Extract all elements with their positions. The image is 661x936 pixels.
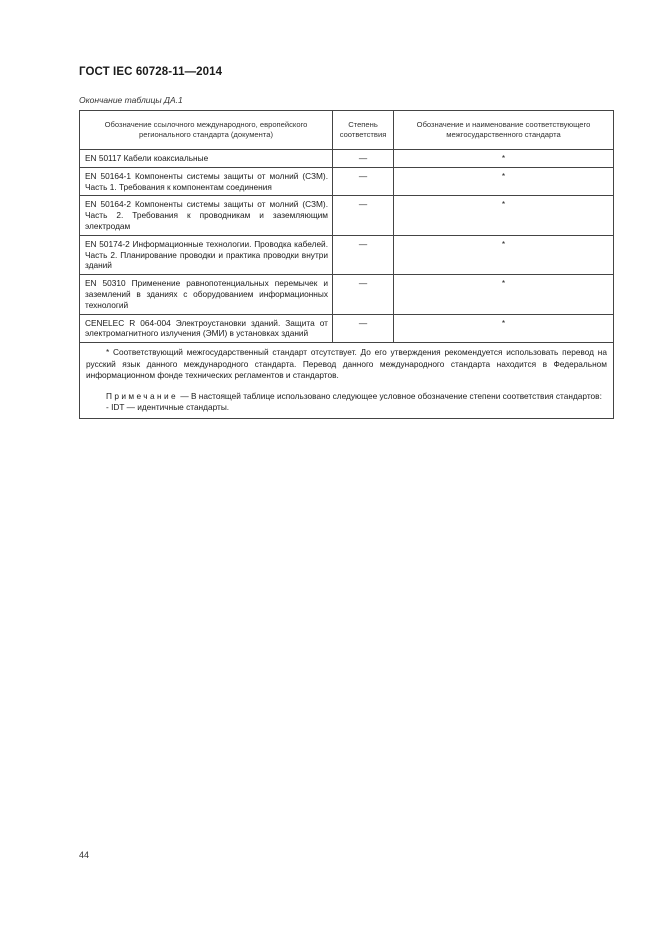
table-row — [80, 235, 614, 274]
table-row — [80, 314, 614, 343]
table-row — [80, 275, 614, 314]
table-header-row — [80, 111, 614, 150]
table-row — [80, 150, 614, 168]
note-paragraph — [86, 391, 607, 403]
table-footnote-row — [80, 343, 614, 419]
column-header-degree: Степень соответствия — [333, 111, 394, 150]
degree-cell: — — [333, 167, 394, 196]
interstate-standard-cell: * — [394, 314, 614, 343]
interstate-standard-cell: * — [394, 275, 614, 314]
reference-standard-cell: EN 50164-1 Компоненты системы защиты от молний (СЗМ). Часть 1. Требования к компонентам соединения — [80, 167, 333, 196]
interstate-standard-cell: * — [394, 150, 614, 168]
interstate-standard-cell: * — [394, 167, 614, 196]
degree-cell: — — [333, 275, 394, 314]
document-header: ГОСТ IEC 60728-11—2014 — [79, 66, 223, 78]
note-text: — В настоящей таблице использовано следующее условное обозначение степени соответствия стандартов: — [178, 390, 602, 401]
degree-cell: — — [333, 150, 394, 168]
table-caption: Окончание таблицы ДА.1 — [79, 95, 183, 105]
note-list-item: - IDT — идентичные стандарты. — [106, 402, 230, 413]
interstate-standard-cell: * — [394, 196, 614, 235]
interstate-standard-cell: * — [394, 235, 614, 274]
reference-standard-cell: EN 50174-2 Информационные технологии. Проводка кабелей. Часть 2. Планирование проводки и практика проводки внутри зданий — [80, 235, 333, 274]
reference-standard-cell: EN 50310 Применение равнопотенциальных перемычек и заземлений в зданиях с оборудованием информационных технологий — [80, 275, 333, 314]
degree-cell: — — [333, 235, 394, 274]
reference-standard-cell: CENELEC R 064-004 Электроустановки зданий. Защита от электромагнитного излучения (ЭМИ) в установках зданий — [80, 314, 333, 343]
page-number: 44 — [79, 850, 90, 860]
table-row — [80, 196, 614, 235]
degree-cell: — — [333, 196, 394, 235]
reference-standard-cell: EN 50164-2 Компоненты системы защиты от молний (СЗМ). Часть 2. Требования к проводникам и заземляющим электродам — [80, 196, 333, 235]
column-header-reference-standard: Обозначение ссылочного международного, европейского регионального стандарта (документа) — [80, 111, 333, 150]
footnote-text: * Соответствующий межгосударственный стандарт отсутствует. До его утверждения рекомендуется использовать перевод на русский язык данного международного стандарта. Перевод данного международного стандарта находится в Федеральном информационном фонде технических регламентов и стандартов. — [86, 347, 607, 381]
standards-table — [79, 110, 614, 419]
table-row — [80, 167, 614, 196]
note-label: Примечание — [106, 390, 179, 401]
degree-cell: — — [333, 314, 394, 343]
footnote-cell — [80, 343, 614, 419]
column-header-interstate-standard: Обозначение и наименование соответствующего межгосударственного стандарта — [394, 111, 614, 150]
reference-standard-cell: EN 50117 Кабели коаксиальные — [80, 150, 333, 168]
